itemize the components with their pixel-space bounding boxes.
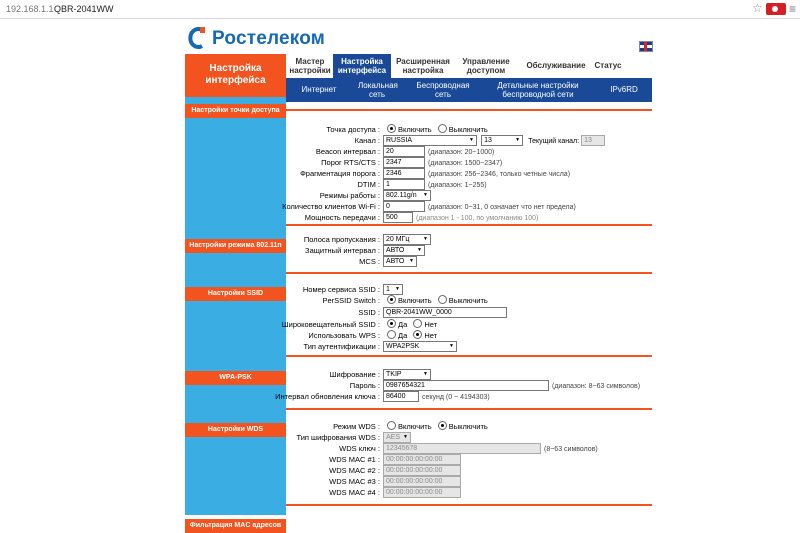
- hint-beacon: (диапазон: 20~1000): [428, 149, 495, 156]
- label-access-point: Точка доступа :: [326, 125, 380, 134]
- label-power: Мощность передачи: [304, 213, 376, 222]
- tab-interface[interactable]: Настройка интерфейса: [333, 54, 391, 78]
- language-flag-icon[interactable]: [639, 41, 653, 52]
- row-wds-key: WDS ключ : 12345678 (8~63 символов): [339, 444, 598, 453]
- radio-broadcast-no-label: Нет: [424, 320, 438, 329]
- label-ssid: SSID: [358, 308, 376, 317]
- section-wds: Настройки WDS: [185, 423, 286, 437]
- row-power: Мощность передачи : 500 (диапазон 1 - 100, по умолчанию 100): [304, 213, 539, 222]
- label-wds-key: WDS ключ: [339, 444, 376, 453]
- divider: [286, 109, 652, 111]
- label-auth: Тип аутентификации: [303, 342, 376, 351]
- bookmark-star-icon[interactable]: ☆: [752, 1, 763, 15]
- label-wds-cipher: Тип шифрования WDS: [296, 433, 376, 442]
- radio-ap-on-label: Включить: [398, 125, 432, 134]
- radio-wds-on[interactable]: [387, 421, 396, 430]
- sidebar: [185, 54, 286, 529]
- row-wds-mac3: WDS MAC #3 : 00:00:00:00:00:00: [286, 476, 652, 487]
- divider: [286, 504, 652, 506]
- label-wds-mac1: WDS MAC #1: [329, 455, 376, 464]
- hint-wds-key: (8~63 символов): [544, 446, 598, 453]
- subtab-ipv6rd[interactable]: IPv6RD: [610, 85, 638, 94]
- label-wds-mac2: WDS MAC #2: [329, 466, 376, 475]
- input-frag[interactable]: 2346: [383, 168, 425, 179]
- label-dtim: DTIM: [357, 180, 376, 189]
- section-80211n: Настройки режима 802.11n: [185, 239, 286, 253]
- label-mcs: MCS: [359, 257, 376, 266]
- label-frag: Фрагментация порога: [300, 169, 376, 178]
- radio-wps-yes[interactable]: [387, 330, 396, 339]
- label-password: Пароль: [349, 381, 376, 390]
- row-beacon: Beacon интервал : 20 (диапазон: 20~1000): [315, 147, 495, 156]
- radio-wds-off[interactable]: [438, 421, 447, 430]
- tab-maintenance[interactable]: Обслуживание: [526, 61, 586, 70]
- label-broadcast: Широковещательный SSID: [281, 320, 376, 329]
- select-bandwidth[interactable]: 20 МГц ▼: [383, 234, 431, 245]
- label-rekey: Интервал обновления ключа: [275, 392, 376, 401]
- row-mode: Режимы работы : 802.11g/n ▼: [286, 190, 652, 201]
- radio-perssid-on[interactable]: [387, 295, 396, 304]
- divider: [286, 408, 652, 410]
- label-wds-mac4: WDS MAC #4: [329, 488, 376, 497]
- hint-password: (диапазон: 8~63 символов): [552, 383, 641, 390]
- browser-toolbar: [0, 0, 800, 19]
- logo: [188, 25, 388, 55]
- row-ssid: SSID : QBR-2041WW_0000: [286, 307, 652, 318]
- input-power[interactable]: 500: [383, 212, 413, 223]
- input-wds-mac1[interactable]: 00:00:00:00:00:00: [383, 454, 461, 465]
- row-access-point: [286, 124, 652, 135]
- input-wds-mac2[interactable]: 00:00:00:00:00:00: [383, 465, 461, 476]
- sidebar-title: Настройка интерфейса: [185, 54, 286, 97]
- logo-mark-icon: [188, 26, 206, 50]
- select-country[interactable]: RUSSIA ▼: [383, 135, 477, 146]
- radio-ap-on[interactable]: [387, 124, 396, 133]
- input-dtim[interactable]: 1: [383, 179, 425, 190]
- label-ssid-service: Номер сервиса SSID: [302, 285, 376, 294]
- label-wps: Использовать WPS: [308, 331, 376, 340]
- router-page: [185, 19, 652, 529]
- tab-wizard[interactable]: Мастер настройки: [289, 57, 331, 75]
- extension-icon[interactable]: [766, 3, 786, 15]
- hint-rts: (диапазон: 1500~2347): [428, 160, 503, 167]
- row-guard: Защитный интервал : АВТО ▼: [286, 245, 652, 256]
- select-wds-cipher[interactable]: AES ▼: [383, 432, 411, 443]
- section-ap: Настройки точки доступа: [185, 104, 286, 118]
- select-channel[interactable]: 13 ▼: [481, 135, 523, 146]
- tab-title: QBR-2041WW: [54, 4, 114, 14]
- hint-dtim: (диапазон: 1~255): [428, 182, 487, 189]
- divider: [286, 272, 652, 274]
- radio-broadcast-yes-label: Да: [398, 320, 408, 329]
- row-clients: Количество клиентов Wi-Fi : 0 (диапазон: 0~31, 0 означает что нет предела): [282, 202, 576, 211]
- input-wds-mac3[interactable]: 00:00:00:00:00:00: [383, 476, 461, 487]
- radio-broadcast-no[interactable]: [413, 319, 422, 328]
- input-rts[interactable]: 2347: [383, 157, 425, 168]
- select-auth-type[interactable]: WPA2PSK ▼: [383, 341, 457, 352]
- browser-menu-icon[interactable]: ≡: [789, 2, 797, 16]
- label-beacon: Beacon интервал: [315, 147, 376, 156]
- label-bandwidth: Полоса пропускания: [303, 235, 376, 244]
- row-wds-mac2: WDS MAC #2 : 00:00:00:00:00:00: [286, 465, 652, 476]
- input-clients[interactable]: 0: [383, 201, 425, 212]
- label-wds-mode: Режим WDS: [333, 422, 376, 431]
- row-broadcast: Широковещательный SSID : Да Нет: [281, 320, 438, 329]
- radio-wps-no[interactable]: [413, 330, 422, 339]
- current-channel-value: 13: [581, 135, 605, 146]
- section-ssid: Настройки SSID: [185, 287, 286, 301]
- top-nav: [286, 54, 652, 78]
- label-clients: Количество клиентов Wi-Fi: [282, 202, 376, 211]
- address-bar[interactable]: 192.168.1.1: [6, 4, 54, 14]
- label-perssid: PerSSID Switch: [322, 296, 376, 305]
- current-channel-label: Текущий канал:: [528, 138, 580, 145]
- input-rekey[interactable]: 86400: [383, 391, 419, 402]
- radio-wds-off-label: Выключить: [448, 422, 488, 431]
- input-beacon[interactable]: 20: [383, 146, 425, 157]
- radio-wps-no-label: Нет: [424, 331, 438, 340]
- row-wds-mode: Режим WDS : Включить Выключить: [333, 422, 488, 431]
- select-guard-interval[interactable]: АВТО ▼: [383, 245, 425, 256]
- radio-ap-off[interactable]: [438, 124, 447, 133]
- subtab-internet[interactable]: Интернет: [301, 85, 337, 94]
- section-wpa: WPA-PSK: [185, 371, 286, 385]
- input-wds-key[interactable]: 12345678: [383, 443, 541, 454]
- input-ssid[interactable]: QBR-2041WW_0000: [383, 307, 507, 318]
- row-wds-cipher: Тип шифрования WDS : AES ▼: [286, 432, 652, 443]
- row-bandwidth: Полоса пропускания : 20 МГц ▼: [286, 234, 652, 245]
- label-mode: Режимы работы: [319, 191, 376, 200]
- hint-power: (диапазон 1 - 100, по умолчанию 100): [416, 215, 539, 222]
- radio-perssid-off[interactable]: [438, 295, 447, 304]
- radio-perssid-on-label: Включить: [398, 296, 432, 305]
- hint-clients: (диапазон: 0~31, 0 означает что нет предела): [428, 204, 576, 211]
- brand-name: Ростелеком: [212, 28, 326, 49]
- row-rekey: Интервал обновления ключа : 86400 секунд (0 ~ 4194303): [275, 392, 490, 401]
- row-password: Пароль : 0987654321 (диапазон: 8~63 символов): [349, 381, 641, 390]
- radio-broadcast-yes[interactable]: [387, 319, 396, 328]
- input-wds-mac4[interactable]: 00:00:00:00:00:00: [383, 487, 461, 498]
- subtab-lan[interactable]: Локальная сеть: [358, 81, 398, 99]
- tab-status[interactable]: Статус: [594, 61, 622, 70]
- sub-nav: [286, 78, 652, 102]
- label-channel: Канал: [354, 136, 376, 145]
- select-mcs[interactable]: АВТО ▼: [383, 256, 417, 267]
- tab-access[interactable]: Управление доступом: [462, 57, 510, 75]
- select-wireless-mode[interactable]: 802.11g/n ▼: [383, 190, 431, 201]
- subtab-wireless-detail[interactable]: Детальные настройки беспроводной сети: [497, 81, 579, 99]
- radio-perssid-off-label: Выключить: [448, 296, 488, 305]
- row-auth: Тип аутентификации : WPA2PSK ▼: [286, 341, 652, 352]
- label-rts: Порог RTS/CTS: [321, 158, 376, 167]
- select-ssid-service[interactable]: 1 ▼: [383, 284, 403, 295]
- radio-wps-yes-label: Да: [398, 331, 408, 340]
- row-rts: Порог RTS/CTS : 2347 (диапазон: 1500~2347): [321, 158, 503, 167]
- row-wps: Использовать WPS : Да Нет: [308, 331, 438, 340]
- select-cipher[interactable]: TKIP ▼: [383, 369, 431, 380]
- hint-frag: (диапазон: 256~2346, только четные числа): [428, 171, 571, 178]
- row-dtim: DTIM : 1 (диапазон: 1~255): [357, 180, 487, 189]
- tab-advanced[interactable]: Расширенная настройка: [396, 57, 450, 75]
- label-guard: Защитный интервал: [305, 246, 376, 255]
- divider: [286, 224, 652, 226]
- input-password[interactable]: 0987654321: [383, 380, 549, 391]
- row-ssid-service: Номер сервиса SSID : 1 ▼: [286, 284, 652, 295]
- label-cipher: Шифрование: [329, 370, 376, 379]
- row-frag: Фрагментация порога : 2346 (диапазон: 256~2346, только четные числа): [300, 169, 571, 178]
- radio-wds-on-label: Включить: [398, 422, 432, 431]
- row-cipher: Шифрование : TKIP ▼: [286, 369, 652, 380]
- label-wds-mac3: WDS MAC #3: [329, 477, 376, 486]
- row-perssid: PerSSID Switch : Включить Выключить: [322, 296, 488, 305]
- row-wds-mac1: WDS MAC #1 : 00:00:00:00:00:00: [286, 454, 652, 465]
- subtab-wireless[interactable]: Беспроводная сеть: [416, 81, 470, 99]
- hint-rekey: секунд (0 ~ 4194303): [422, 394, 490, 401]
- row-mcs: MCS : АВТО ▼: [286, 256, 652, 267]
- radio-ap-off-label: Выключить: [448, 125, 488, 134]
- row-channel: Канал : RUSSIA ▼ 13 ▼ Текущий канал: 13: [286, 135, 652, 146]
- section-mac-filter: Фильтрация MAC адресов: [185, 519, 286, 533]
- divider: [286, 355, 652, 357]
- row-wds-mac4: WDS MAC #4 : 00:00:00:00:00:00: [286, 487, 652, 498]
